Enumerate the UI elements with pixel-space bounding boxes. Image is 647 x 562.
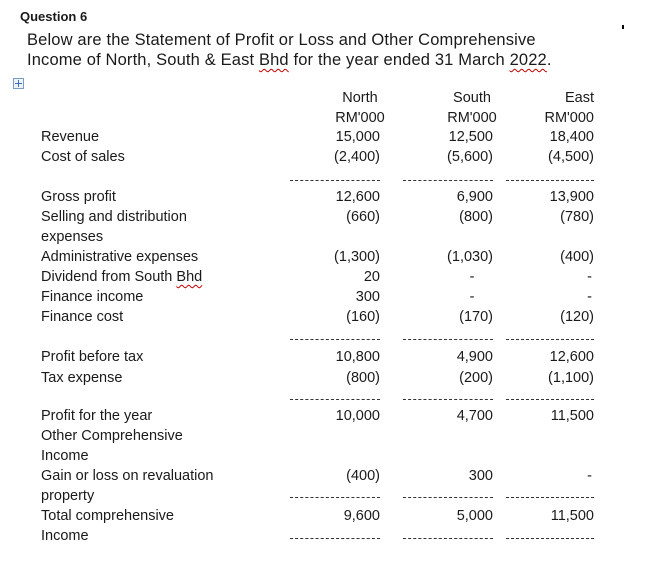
column-header-east: East	[564, 90, 594, 106]
row-label-revaluation: Gain or loss on revaluation	[41, 468, 214, 484]
cell-gross-profit-north: 12,600	[335, 189, 380, 205]
column-unit-north: RM'000	[335, 110, 385, 126]
row-label-gross-profit: Gross profit	[41, 189, 116, 205]
row-label-cost-of-sales: Cost of sales	[41, 149, 125, 165]
cell-finance-income-north: 300	[355, 289, 380, 305]
row-label-dividend-text: Dividend from South	[41, 269, 177, 285]
row-label-total: Total comprehensive	[41, 508, 174, 524]
cell-selling-south: (800)	[459, 209, 493, 225]
intro-line-2-start: Income of North, South & East	[27, 51, 259, 69]
cell-revaluation-north: (400)	[346, 468, 380, 484]
row-label-pfy: Profit for the year	[41, 408, 153, 424]
cell-cost-of-sales-north: (2,400)	[334, 149, 380, 165]
cell-total-east: 11,500	[550, 508, 594, 524]
cell-dividend-south: -	[469, 269, 475, 285]
cell-total-north: 9,600	[343, 508, 380, 524]
cell-pfy-south: 4,700	[456, 408, 493, 424]
cell-admin-south: (1,030)	[447, 249, 493, 265]
cell-dividend-north: 20	[363, 269, 380, 285]
row-label-dividend-bhd: Bhd	[176, 269, 203, 285]
subtotal-rule	[290, 497, 380, 498]
cell-total-south: 5,000	[456, 508, 493, 524]
subtotal-rule	[290, 339, 380, 340]
subtotal-rule	[403, 399, 493, 400]
row-label-total-cont: Income	[41, 528, 89, 544]
total-rule	[506, 538, 594, 539]
subtotal-rule	[403, 497, 493, 498]
cell-admin-east: (400)	[560, 249, 594, 265]
subtotal-rule	[506, 399, 594, 400]
row-label-dividend	[41, 269, 202, 285]
row-label-admin: Administrative expenses	[41, 249, 199, 265]
question-heading: Question 6	[20, 9, 88, 24]
cell-gross-profit-south: 6,900	[456, 189, 493, 205]
cell-admin-north: (1,300)	[334, 249, 380, 265]
intro-line-2-middle: for the year ended 31 March	[288, 51, 510, 69]
cell-revenue-east: 18,400	[549, 129, 594, 145]
cell-selling-east: (780)	[560, 209, 594, 225]
cell-pbt-north: 10,800	[335, 349, 380, 365]
cell-pfy-east: 11,500	[550, 408, 594, 424]
intro-line-1: Below are the Statement of Profit or Loss and Other Comprehensive	[27, 31, 536, 49]
row-label-oci: Other Comprehensive	[41, 428, 183, 444]
cell-pfy-north: 10,000	[335, 408, 380, 424]
cell-tax-north: (800)	[346, 370, 380, 386]
subtotal-rule	[506, 497, 594, 498]
row-label-revenue: Revenue	[41, 129, 100, 145]
cell-pbt-south: 4,900	[456, 349, 493, 365]
intro-bhd-misspelled: Bhd	[258, 51, 289, 69]
row-label-oci-cont: Income	[41, 448, 89, 464]
row-label-selling: Selling and distribution	[41, 209, 187, 225]
cell-cost-of-sales-south: (5,600)	[447, 149, 493, 165]
cell-dividend-east: -	[587, 269, 592, 285]
row-label-finance-cost: Finance cost	[41, 309, 124, 325]
subtotal-rule	[403, 339, 493, 340]
cell-tax-south: (200)	[459, 370, 493, 386]
intro-line-2-end: .	[546, 51, 552, 69]
column-unit-south: RM'000	[447, 110, 497, 126]
row-label-revaluation-cont: property	[41, 488, 95, 504]
cell-finance-cost-east: (120)	[560, 309, 594, 325]
cell-cost-of-sales-east: (4,500)	[548, 149, 594, 165]
total-rule	[290, 538, 380, 539]
column-unit-east: RM'000	[544, 110, 594, 126]
cell-gross-profit-east: 13,900	[549, 189, 594, 205]
total-rule	[403, 538, 493, 539]
subtotal-rule	[506, 180, 594, 181]
cell-revaluation-east: -	[587, 468, 592, 484]
cell-revaluation-south: 300	[468, 468, 493, 484]
cell-pbt-east: 12,600	[549, 349, 594, 365]
cell-finance-cost-north: (160)	[346, 309, 380, 325]
subtotal-rule	[403, 180, 493, 181]
cell-revenue-south: 12,500	[448, 129, 493, 145]
row-label-pbt: Profit before tax	[41, 349, 144, 365]
cell-revenue-north: 15,000	[335, 129, 380, 145]
row-label-finance-income: Finance income	[41, 289, 144, 305]
subtotal-rule	[506, 339, 594, 340]
column-header-south: South	[453, 90, 491, 106]
cell-finance-income-east: -	[587, 289, 592, 305]
cell-selling-north: (660)	[346, 209, 380, 225]
row-label-tax: Tax expense	[41, 370, 123, 386]
subtotal-rule	[290, 180, 380, 181]
cell-finance-cost-south: (170)	[459, 309, 493, 325]
intro-year: 2022	[509, 51, 547, 69]
subtotal-rule	[290, 399, 380, 400]
cell-tax-east: (1,100)	[548, 370, 594, 386]
row-label-selling-cont: expenses	[41, 229, 104, 245]
cell-finance-income-south: -	[469, 289, 475, 305]
column-header-north: North	[342, 90, 378, 106]
